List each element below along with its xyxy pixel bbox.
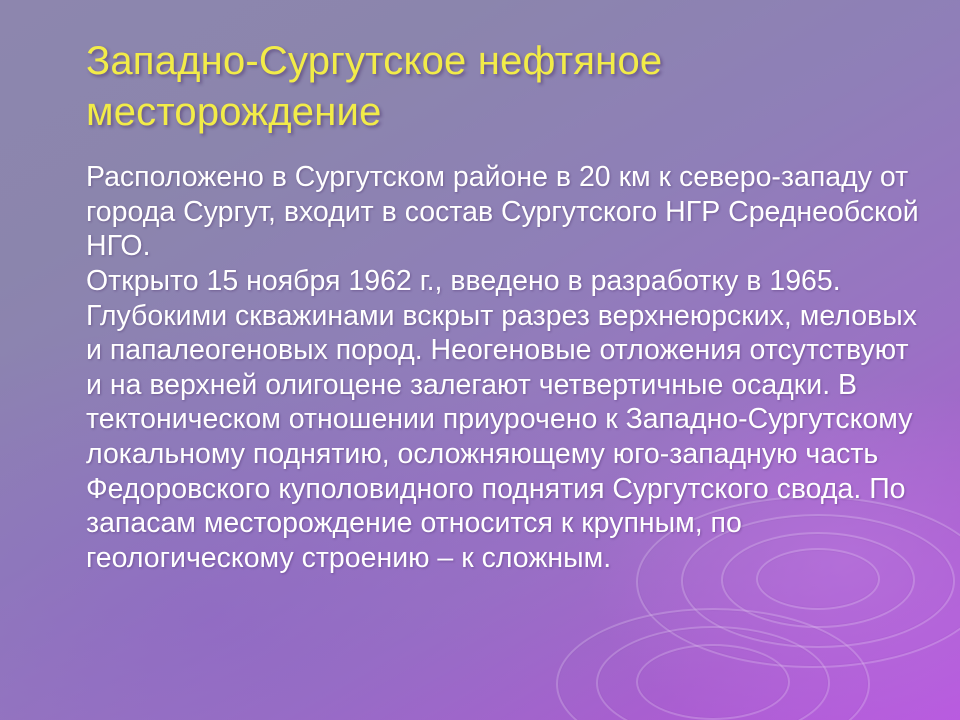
slide-title: Западно-Сургутское нефтяное месторождение bbox=[86, 39, 663, 135]
body-paragraph-2: Открыто 15 ноября 1962 г., введено в разработку в 1965. bbox=[86, 264, 841, 297]
body-paragraph-1: Расположено в Сургутском районе в 20 км к северо-западу от города Сургут, входит в состав Сургутского НГР Среднеобской НГО. bbox=[86, 161, 919, 263]
slide-body bbox=[86, 160, 932, 576]
ripple-ring bbox=[556, 608, 870, 720]
body-paragraph-3: Глубокими скважинами вскрыт разрез верхнеюрских, меловых и папалеогеновых пород. Неогеновые отложения отсутствуют и на верхней олигоцене залегают четвертичные осадки. В тектоническом отношении приурочено к Западно-Сургутскому локальному поднятию, осложняющему юго-западную часть Федоровского куполовидного поднятия Сургутского свода. По запасам месторождение относится к крупным, по геологическому строению – к сложным. bbox=[86, 299, 917, 574]
ripple-ring bbox=[636, 644, 790, 720]
ripple-ring bbox=[596, 626, 830, 720]
